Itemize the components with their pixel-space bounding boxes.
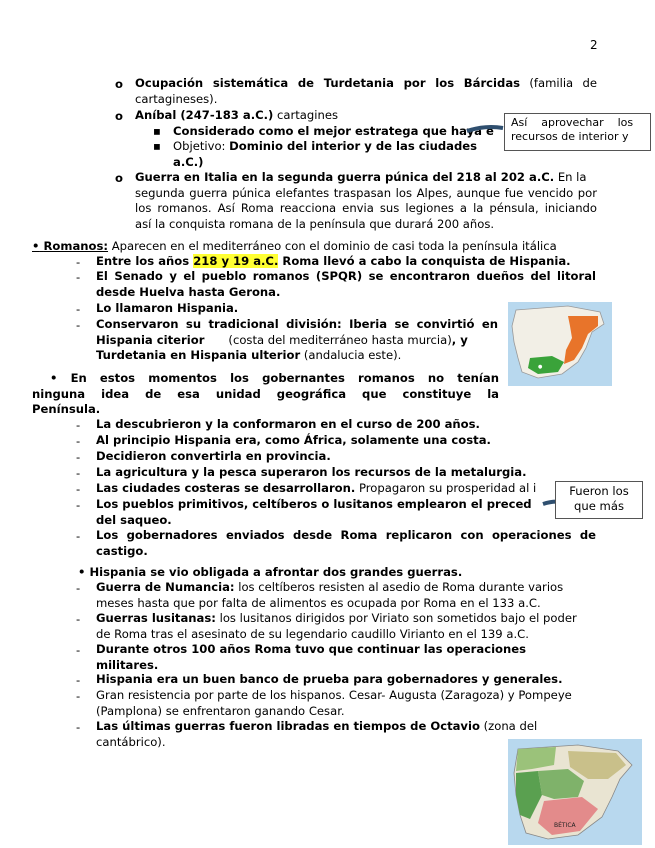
- list-item: [96, 611, 596, 642]
- list-item: [135, 170, 597, 232]
- dash-bullet: -: [76, 720, 81, 734]
- square-bullet: ▪: [153, 124, 161, 138]
- list-item: La agricultura y la pesca superaron los recursos de la metalurgia.: [96, 465, 527, 479]
- dash-bullet: -: [76, 673, 81, 687]
- list-item: Lo llamaron Hispania.: [96, 301, 239, 315]
- dash-bullet: -: [76, 466, 81, 480]
- heading-bullet: •: [32, 239, 40, 253]
- item-text: desde Huelva hasta Gerona.: [96, 284, 281, 299]
- sub-item: Considerado como el mejor estratega que haya e: [173, 124, 494, 138]
- list-item: Hispania era un buen banco de prueba para gobernadores y generales.: [96, 672, 563, 686]
- moments-paragraph: [32, 371, 499, 418]
- item-bold: Ocupación sistemática de Turdetania por los Bárcidas: [135, 76, 521, 90]
- item-text: El Senado y el pueblo romanos (SPQR) se encontraron dueños del litoral: [96, 269, 596, 283]
- map-label: BÉTICA: [554, 822, 576, 829]
- callout-text: Así aprovechar los: [511, 116, 634, 129]
- item-text: meses hasta que por falta de alimentos es ocupada por Roma en el 133 a.C.: [96, 595, 541, 610]
- intro-text: Aparecen en el mediterráneo con el dominio de casi toda la península itálica: [108, 239, 557, 253]
- callout-text: recursos de interior y: [511, 130, 629, 143]
- item-text: Conservaron su tradicional división: Iberia se convirtió en: [96, 317, 498, 331]
- item-bold: Hispania citerior: [96, 332, 205, 347]
- item-text: los celtíberos resisten al asedio de Roma durante varios: [234, 580, 564, 594]
- sub-label: Objetivo:: [173, 139, 230, 153]
- item-text: cantábrico).: [96, 734, 166, 749]
- list-item: [96, 642, 596, 673]
- sub-bold: Dominio del interior y de las ciudades: [229, 139, 478, 153]
- list-bullet: o: [115, 171, 123, 185]
- dash-bullet: -: [76, 498, 81, 512]
- dash-bullet: -: [76, 270, 81, 284]
- dash-bullet: -: [76, 450, 81, 464]
- item-text: Entre los años: [96, 254, 194, 268]
- dash-bullet: -: [76, 418, 81, 432]
- dash-bullet: -: [76, 529, 81, 543]
- comment-callout: [555, 481, 643, 519]
- list-item: Al principio Hispania era, como África, solamente una costa.: [96, 433, 491, 447]
- svg-text:●: ●: [538, 364, 543, 370]
- paragraph-line: • En estos momentos los gobernantes romanos no tenían: [50, 371, 499, 385]
- list-item: [135, 76, 597, 107]
- callout-text: que más: [574, 499, 624, 513]
- item-text: cartagines: [273, 108, 339, 122]
- item-text: segunda guerra púnica elefantes traspasan los Alpes, aunque fue vencido por: [135, 185, 597, 200]
- item-text: los romanos. Así Roma reacciona envia sus legiones a la pénsula, iniciando: [135, 201, 597, 216]
- list-item: [96, 317, 498, 364]
- item-text: En la: [554, 170, 587, 184]
- item-text: (Pamplona) se enfrentaron ganando Cesar.: [96, 703, 345, 718]
- sub-bold: a.C.): [173, 154, 204, 169]
- square-bullet: ▪: [153, 139, 161, 153]
- item-text: Propagaron su prosperidad al i: [355, 481, 537, 495]
- item-text: Gran resistencia por parte de los hispanos. Cesar- Augusta (Zaragoza) y Pompeye: [96, 688, 572, 702]
- item-text: militares.: [96, 657, 159, 672]
- dash-bullet: -: [76, 318, 81, 332]
- item-text: Los gobernadores enviados desde Roma replicaron con operaciones de: [96, 528, 596, 542]
- item-text: (costa del mediterráneo hasta murcia): [228, 332, 452, 347]
- list-item: [96, 528, 596, 559]
- item-bold: , y: [451, 332, 468, 347]
- comment-callout: [504, 113, 651, 151]
- item-text: castigo.: [96, 543, 148, 558]
- list-item: [96, 497, 596, 528]
- item-text: cartagineses).: [135, 91, 218, 106]
- list-bullet: o: [115, 77, 123, 91]
- romanos-heading: [32, 239, 612, 255]
- paragraph-line: Península.: [32, 402, 101, 417]
- dash-bullet: -: [76, 612, 81, 626]
- dash-bullet: -: [76, 482, 81, 496]
- item-text: Roma llevó a cabo la conquista de Hispania.: [278, 254, 571, 268]
- item-text: (zona del: [479, 719, 538, 733]
- highlighted-years: 218 y 19 a.C.: [193, 254, 279, 268]
- item-text: Durante otros 100 años Roma tuvo que continuar las operaciones: [96, 642, 527, 656]
- dash-bullet: -: [76, 689, 81, 703]
- list-item: [96, 688, 596, 719]
- item-bold: Guerra en Italia en la segunda guerra púnica del 218 al 202 a.C.: [135, 170, 555, 184]
- item-text: (andalucia este).: [300, 348, 402, 363]
- item-text: así la conquista romana de la península que durará 200 años.: [135, 216, 495, 231]
- arrow-icon: [465, 122, 507, 138]
- dash-bullet: -: [76, 643, 81, 657]
- item-bold: Las ciudades costeras se desarrollaron.: [96, 481, 356, 495]
- list-item: Decidieron convertirla en provincia.: [96, 449, 331, 463]
- list-item: La descubrieron y la conformaron en el curso de 200 años.: [96, 417, 480, 431]
- callout-text: Fueron los: [569, 484, 629, 498]
- list-item: [96, 269, 596, 300]
- sub-item: [173, 139, 498, 170]
- iberia-map-citerior-ulterior-icon: [508, 302, 612, 386]
- item-bold: Guerras lusitanas:: [96, 611, 216, 625]
- item-bold: Aníbal (247-183 a.C.): [135, 108, 274, 122]
- item-bold: Guerra de Numancia:: [96, 580, 235, 594]
- heading: Romanos:: [43, 239, 109, 253]
- dash-bullet: -: [76, 581, 81, 595]
- dash-bullet: -: [76, 434, 81, 448]
- item-bold: Las últimas guerras fueron libradas en tiempos de Octavio: [96, 719, 480, 733]
- item-text: del saqueo.: [96, 512, 172, 527]
- page-number: 2: [590, 38, 598, 52]
- wars-heading: • Hispania se vio obligada a afrontar dos grandes guerras.: [78, 565, 463, 579]
- item-text: de Roma tras el asesinato de su legendario caudillo Virianto en el 139 a.C.: [96, 626, 529, 641]
- paragraph-line: ninguna idea de esa unidad geográfica que constituye la: [32, 386, 499, 401]
- dash-bullet: -: [76, 255, 81, 269]
- list-item: [96, 580, 596, 611]
- dash-bullet: -: [76, 302, 81, 316]
- item-text: (familia de: [520, 76, 597, 90]
- list-item: [96, 481, 546, 497]
- list-item: [96, 254, 596, 270]
- item-bold: Turdetania en Hispania ulterior: [96, 348, 301, 363]
- item-text: los lusitanos dirigidos por Viriato son sometidos bajo el poder: [215, 611, 577, 625]
- item-text: Los pueblos primitivos, celtíberos o lusitanos emplearon el preced: [96, 497, 532, 511]
- list-bullet: o: [115, 109, 123, 123]
- iberia-map-provinces-icon: [508, 739, 642, 845]
